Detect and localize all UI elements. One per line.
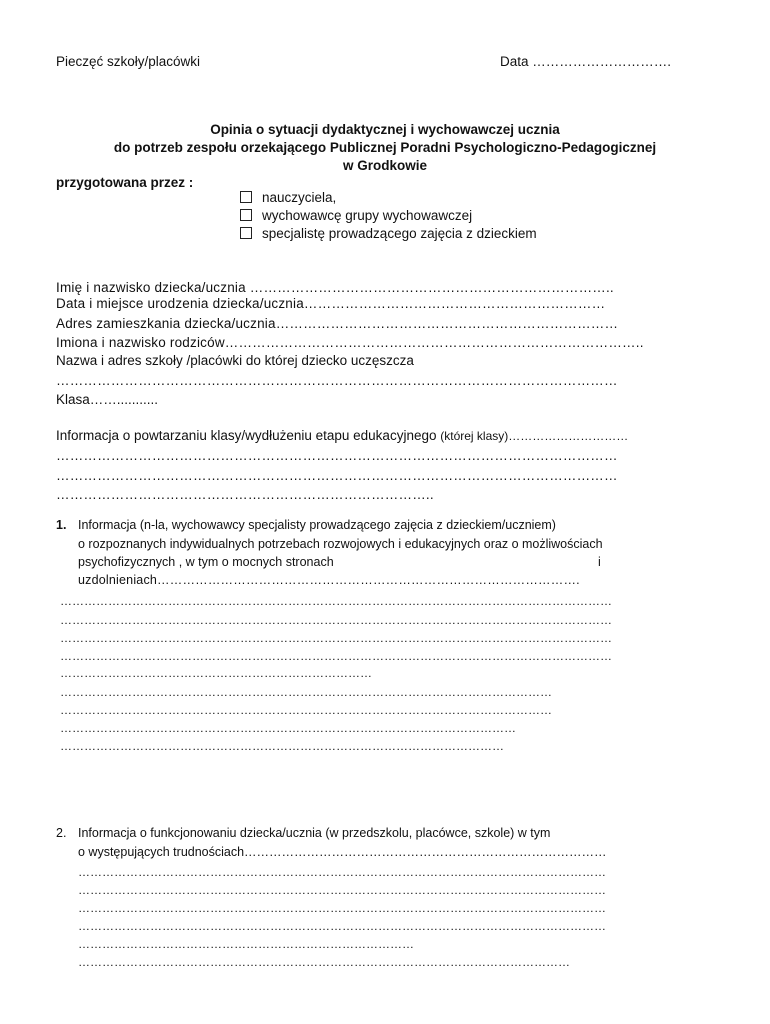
date-field[interactable]: Data …………………………. — [500, 54, 672, 69]
option-group-tutor[interactable] — [240, 208, 472, 223]
section2-answer-line[interactable]: …………………………………………………………………………………………………………………… — [78, 883, 606, 897]
address-field[interactable]: Adres zamieszkania dziecka/ucznia………………………………………………………………… — [56, 316, 619, 331]
checkbox[interactable] — [240, 227, 252, 239]
birth-field[interactable]: Data i miejsce urodzenia dziecka/ucznia………………………………………………………… — [56, 296, 606, 311]
section2-answer-line[interactable]: …………………………………………………………………………………………………………………… — [78, 865, 606, 879]
prepared-by-label: przygotowana przez : — [56, 175, 194, 190]
option-label: specjalistę prowadzącego zajęcia z dzieckiem — [262, 226, 537, 241]
option-teacher[interactable] — [240, 190, 336, 205]
section1-answer-line[interactable]: …………………………………………………………………………………………………………… — [60, 703, 552, 717]
section1-answer-line[interactable]: ………………………………………………………………………………………………………………………… — [60, 594, 612, 608]
repeat-info[interactable] — [56, 428, 628, 443]
section1-answer-line[interactable]: …………………………………………………………………………………………………………… — [60, 685, 552, 699]
section1-text-line3b: i — [598, 555, 601, 569]
repeat-line[interactable]: …………………………………………………………………………………………………………… — [56, 468, 618, 483]
class-field[interactable]: Klasa……........... — [56, 392, 159, 407]
section1-answer-line[interactable]: …………………………………………………………………… — [60, 666, 372, 680]
section2-answer-line[interactable]: …………………………………………………………………………………………………………… — [78, 955, 570, 969]
repeat-label: Informacja o powtarzaniu klasy/wydłużeniu etapu edukacyjnego — [56, 428, 437, 443]
school-stamp-label: Pieczęć szkoły/placówki — [56, 54, 201, 69]
parents-field[interactable]: Imiona i nazwisko rodziców……………………………………………………………………………….. — [56, 335, 644, 350]
section2-answer-line[interactable]: ………………………………………………………………………… — [78, 937, 414, 951]
section1-text-line1: Informacja (n-la, wychowawcy specjalisty prowadzącego zajęcia z dzieckiem/uczniem) — [78, 518, 556, 532]
document-title-line3: w Grodkowie — [342, 158, 427, 173]
option-specialist[interactable] — [240, 226, 537, 241]
section2-answer-line[interactable]: …………………………………………………………………………………………………………………… — [78, 919, 606, 933]
section1-answer-line[interactable]: …………………………………………………………………………………………………… — [60, 721, 516, 735]
section1-answer-line[interactable]: ………………………………………………………………………………………………………………………… — [60, 631, 612, 645]
section2-answer-line[interactable]: …………………………………………………………………………………………………………………… — [78, 901, 606, 915]
section2-text-line1: Informacja o funkcjonowaniu dziecka/ucznia (w przedszkolu, placówce, szkole) w tym — [78, 826, 551, 840]
section1-text-line4[interactable]: uzdolnieniach………………………………………………………………………………………. — [78, 573, 580, 587]
section1-number: 1. — [56, 518, 67, 532]
section2-text-line2[interactable]: o występujących trudnościach…………………………………………………………………………… — [78, 845, 607, 859]
document-title-line1: Opinia o sytuacji dydaktycznej i wychowawczej ucznia — [210, 122, 560, 137]
child-name-field[interactable]: Imię i nazwisko dziecka/ucznia …………………………………………………………………….. — [56, 280, 614, 295]
option-label: wychowawcę grupy wychowawczej — [262, 208, 473, 223]
section1-answer-line[interactable]: ………………………………………………………………………………………………………………………… — [60, 649, 612, 663]
checkbox[interactable] — [240, 191, 252, 203]
section1-text-line2: o rozpoznanych indywidualnych potrzebach rozwojowych i edukacyjnych oraz o możliwościach — [78, 537, 603, 551]
section2-number: 2. — [56, 826, 67, 840]
school-label: Nazwa i adres szkoły /placówki do której dziecko uczęszcza — [56, 353, 414, 368]
school-field[interactable]: …………………………………………………………………………………………………………… — [56, 373, 618, 388]
option-label: nauczyciela, — [262, 190, 337, 205]
repeat-line[interactable]: ……………………………………………………………………….. — [56, 487, 434, 502]
section1-answer-line[interactable]: ………………………………………………………………………………………………………………………… — [60, 613, 612, 627]
repeat-line[interactable]: …………………………………………………………………………………………………………… — [56, 448, 618, 463]
section1-text-line3: psychofizycznych , w tym o mocnych stronach — [78, 555, 334, 569]
checkbox[interactable] — [240, 209, 252, 221]
section1-answer-line[interactable]: ………………………………………………………………………………………………… — [60, 739, 504, 753]
repeat-sub: (której klasy)………………………… — [440, 429, 629, 443]
document-title-line2: do potrzeb zespołu orzekającego Publicznej Poradni Psychologiczno-Pedagogicznej — [113, 140, 657, 155]
